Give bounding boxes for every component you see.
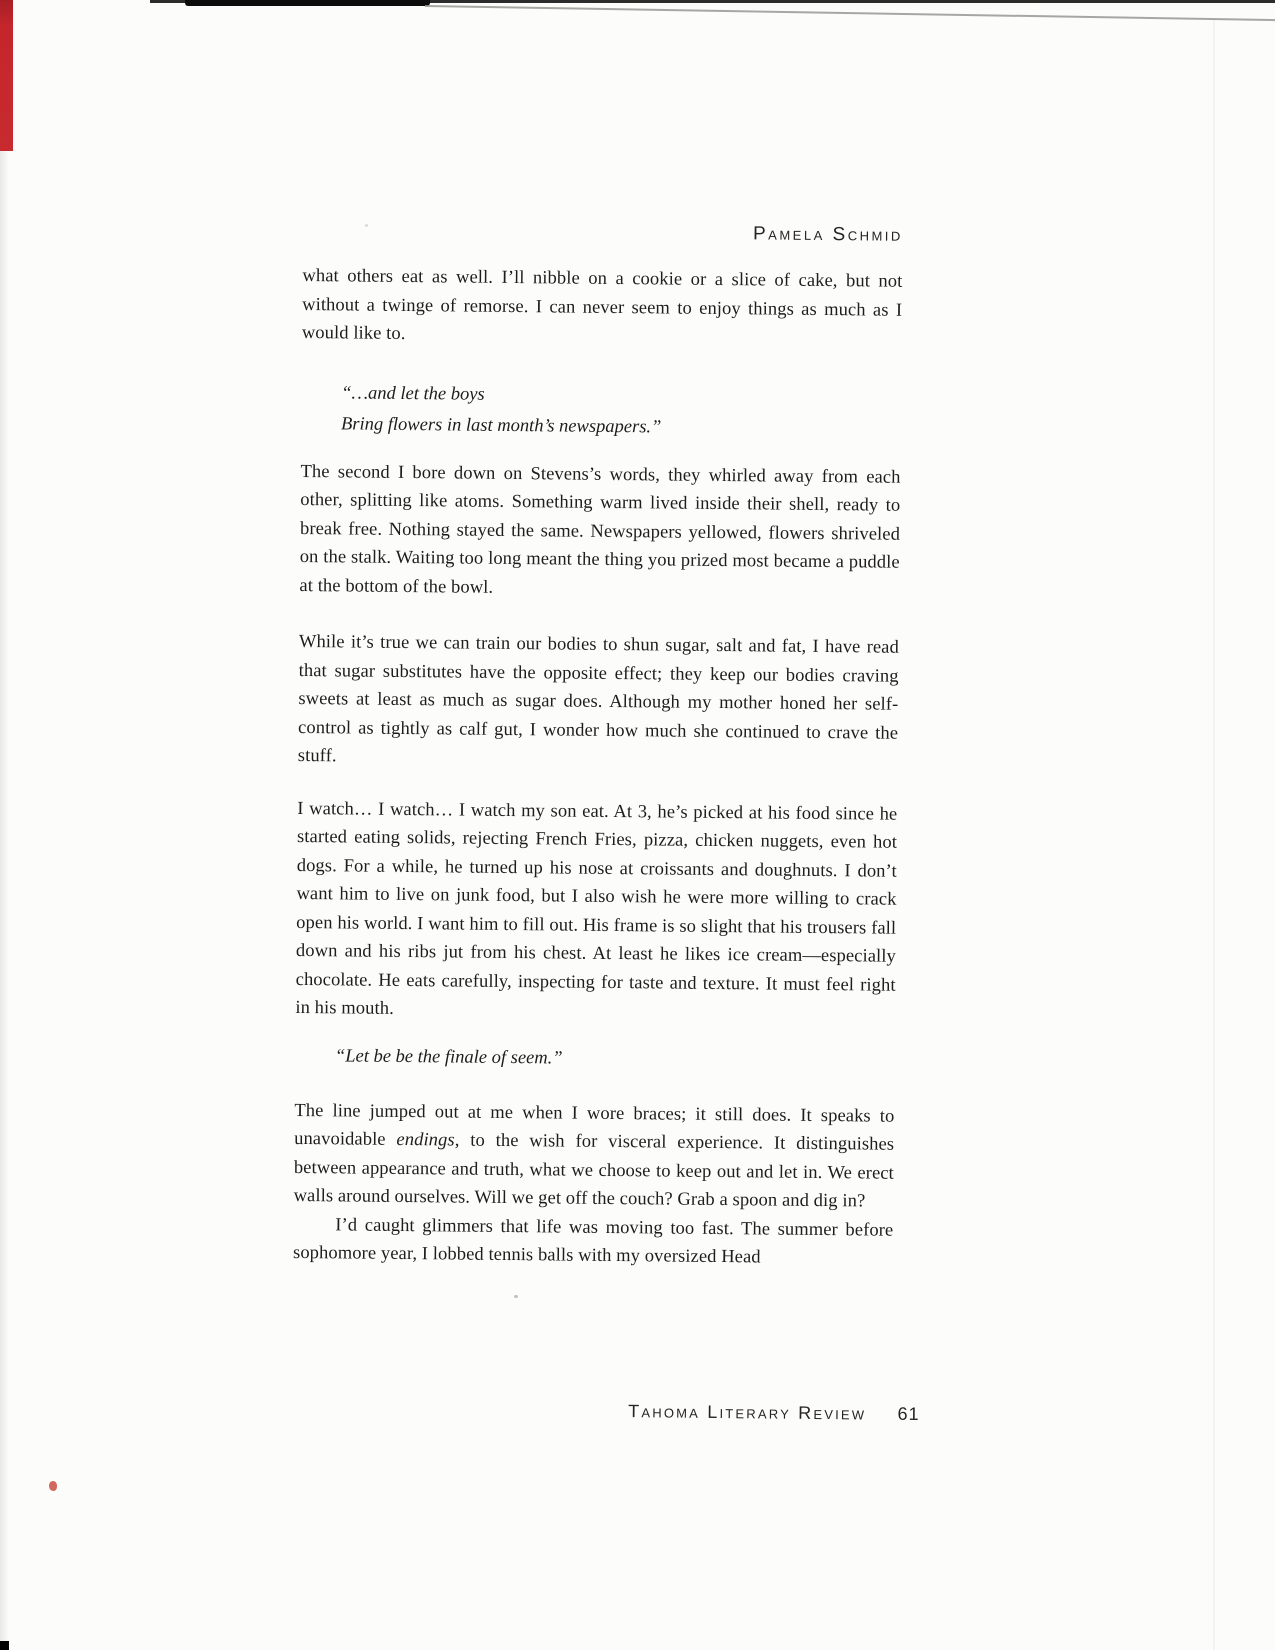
verse-line-2: Bring flowers in last month’s newspapers.” bbox=[340, 413, 662, 437]
scan-speck bbox=[514, 1295, 518, 1298]
paragraph-line-jumped bbox=[293, 1096, 894, 1216]
red-ink-speck bbox=[49, 1481, 57, 1491]
bottom-left-corner-mark bbox=[0, 1641, 9, 1650]
paragraph-stevens-words: The second I bore down on Stevens’s words, they whirled away from each other, splitting like atoms. Something warm lived inside their shell, ready to break free. Nothing stayed the same. Newspapers yellowed, flowers shriveled on the stalk. Waiting too long meant the thing you prized most became a puddle at the bottom of the bowl. bbox=[299, 461, 901, 598]
red-edge-mark bbox=[0, 0, 13, 151]
page-content-column bbox=[292, 218, 920, 1424]
top-diagonal-scan-line bbox=[425, 5, 1275, 21]
page-number: 61 bbox=[897, 1403, 920, 1424]
right-page-edge-line bbox=[1213, 18, 1215, 1650]
verse-line-1: “…and let the boys bbox=[341, 382, 485, 405]
line-jumped-run-1: The line jumped out at me when I wore braces; it still does. It speaks to unavoidable bbox=[294, 1100, 895, 1150]
single-line-quote: “Let be be the finale of seem.” bbox=[334, 1045, 563, 1069]
top-scan-edge-black-strip bbox=[185, 0, 430, 6]
line-jumped-run-3: , to the wish for visceral experience. It distinguishes between appearance and truth, what we choose to keep out and let in. We erect walls around ourselves. Will we get off the couch? Grab a spoon and dig in? bbox=[293, 1130, 895, 1212]
paragraph-sugar-substitutes: While it’s true we can train our bodies to shun sugar, salt and fat, I have read that sugar substitutes have the opposite effect; they keep our bodies craving sweets at least as much as sugar does. Although my mother honed her self-control as tightly as calf gut, I wonder how much she continued to crave the stuff. bbox=[297, 631, 899, 767]
paragraph-continuation: what others eat as well. I’ll nibble on a cookie or a slice of cake, but not without a twinge of remorse. I can never seem to enjoy things as much as I would like to. bbox=[301, 265, 903, 344]
paragraph-watching-son: I watch… I watch… I watch my son eat. At 3, he’s picked at his food since he started eating solids, rejecting French Fries, pizza, chicken nuggets, even hot dogs. For a while, he turned up his nose at croissants and doughnuts. I don’t want him to live on junk food, but I also wish he were more willing to crack open his world. I want him to fill out. His frame is so slight that his trousers fall down and his ribs jut from his chest. At least he likes ice cream—especially chocolate. He eats carefully, inspecting for taste and texture. It must feel right in his mouth. bbox=[295, 798, 898, 1019]
journal-title: Tahoma Literary Review bbox=[628, 1401, 867, 1424]
paragraph-glimmers: I’d caught glimmers that life was moving too fast. The summer before sophomore year, I lobbed tennis balls with my oversized Head bbox=[292, 1214, 894, 1268]
page-footer bbox=[291, 1398, 919, 1425]
left-edge-scan-shadow bbox=[0, 0, 9, 1650]
line-jumped-italic-word: endings bbox=[396, 1129, 455, 1151]
verse-quote-block bbox=[301, 377, 902, 445]
author-running-header: Pamela Schmid bbox=[752, 223, 903, 246]
